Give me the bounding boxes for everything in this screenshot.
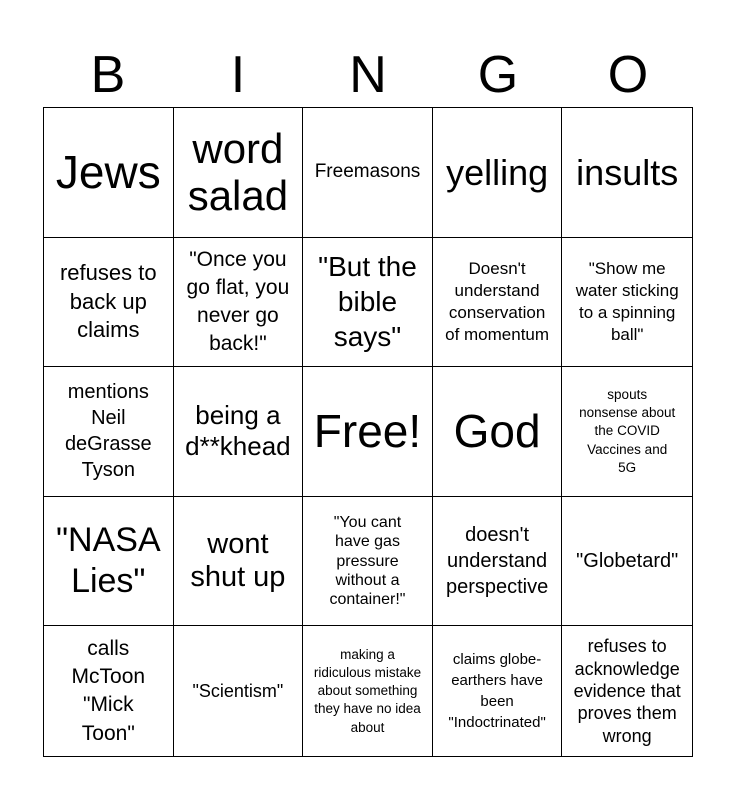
bingo-cell[interactable] (174, 238, 304, 368)
bingo-board (43, 107, 693, 757)
cell-text: "Once you go flat, you never go back!" (186, 248, 290, 355)
cell-text: "Globetard" (576, 550, 679, 573)
bingo-cell[interactable] (562, 497, 692, 627)
bingo-cell[interactable] (303, 367, 433, 497)
cell-text: insults (576, 151, 679, 193)
cell-text: Doesn't understand conservation of momentum (445, 258, 550, 344)
bingo-cell[interactable] (174, 497, 304, 627)
cell-text: doesn't understand perspective (445, 524, 549, 599)
bingo-cell[interactable] (44, 108, 174, 238)
cell-text: making a ridiculous mistake about something they have no idea about (313, 646, 422, 735)
cell-text: Jews (55, 145, 161, 198)
cell-text: word salad (187, 125, 289, 220)
bingo-cell[interactable] (303, 108, 433, 238)
cell-text: God (453, 404, 541, 457)
bingo-cell[interactable] (44, 238, 174, 368)
cell-text: claims globe-earthers have been "Indoctrinated" (448, 651, 546, 732)
cell-text: Freemasons (314, 160, 421, 182)
header-letter-i: I (230, 46, 246, 104)
bingo-cell[interactable] (174, 367, 304, 497)
cell-text: wont shut up (190, 527, 286, 594)
bingo-header (43, 44, 693, 106)
cell-text: refuses to back up claims (59, 260, 157, 343)
bingo-cell[interactable] (433, 497, 563, 627)
cell-text: "NASA Lies" (55, 521, 161, 601)
cell-text: being a d**khead (185, 400, 291, 462)
bingo-cell[interactable] (562, 108, 692, 238)
cell-text: calls McToon "Mick Toon" (71, 636, 146, 745)
cell-text: "You cant have gas pressure without a container!" (329, 514, 406, 608)
bingo-cell[interactable] (174, 626, 304, 756)
cell-text: Free! (313, 404, 422, 457)
bingo-cell[interactable] (303, 626, 433, 756)
cell-text: spouts nonsense about the COVID Vaccines and 5G (579, 386, 676, 475)
bingo-cell[interactable] (433, 367, 563, 497)
cell-text: "Scientism" (192, 681, 284, 702)
cell-text: refuses to acknowledge evidence that proves them wrong (573, 636, 681, 746)
bingo-cell[interactable] (44, 367, 174, 497)
header-letter-g: G (477, 46, 519, 104)
bingo-cell[interactable] (562, 238, 692, 368)
bingo-cell[interactable] (44, 626, 174, 756)
bingo-cell[interactable] (433, 626, 563, 756)
header-letter-b: B (90, 46, 126, 104)
bingo-cell[interactable] (303, 497, 433, 627)
bingo-cell[interactable] (174, 108, 304, 238)
header-letter-n: N (349, 46, 387, 104)
bingo-cell[interactable] (44, 497, 174, 627)
cell-text: "But the bible says" (318, 251, 417, 353)
bingo-cell[interactable] (562, 626, 692, 756)
header-letter-o: O (607, 46, 649, 104)
cell-text: mentions Neil deGrasse Tyson (64, 381, 152, 482)
bingo-cell[interactable] (433, 238, 563, 368)
bingo-cell[interactable] (433, 108, 563, 238)
cell-text: "Show me water sticking to a spinning ball" (575, 258, 679, 344)
bingo-cell[interactable] (303, 238, 433, 368)
bingo-cell[interactable] (562, 367, 692, 497)
cell-text: yelling (446, 151, 549, 193)
